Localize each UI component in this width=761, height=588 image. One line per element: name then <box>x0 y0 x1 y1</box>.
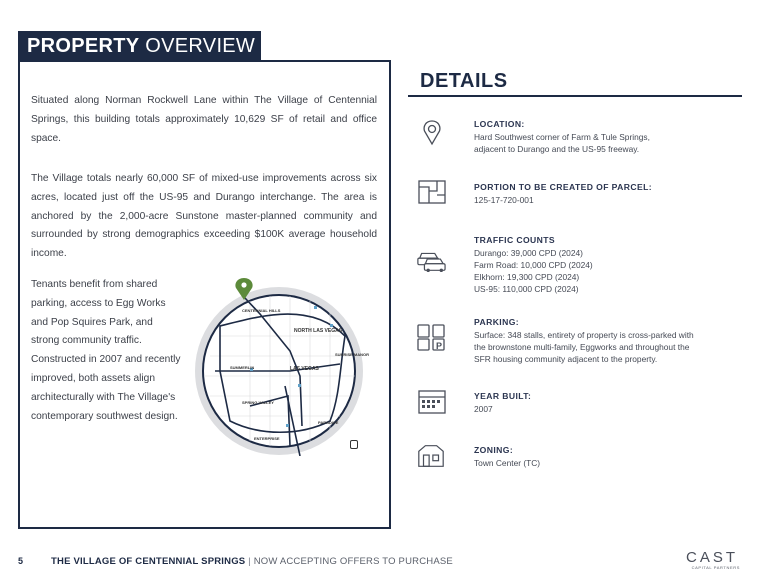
detail-location-heading: LOCATION: <box>474 119 525 129</box>
detail-traffic-heading: TRAFFIC COUNTS <box>474 235 556 245</box>
detail-zoning-heading: ZONING: <box>474 445 514 455</box>
map-label-north-las-vegas: NORTH LAS VEGAS <box>294 328 343 334</box>
location-pin-icon <box>417 118 447 148</box>
overview-paragraph-3: Tenants benefit from shared parking, access to Egg Works and Pop Squires Park, and strong community traffic. Constructed in 2007 and recently improved, both assets align architecturally with The Village's contemporary southwest design. <box>31 279 181 422</box>
detail-zoning-line: Town Center (TC) <box>474 458 541 468</box>
detail-zoning <box>474 444 744 469</box>
map-label-enterprise: ENTERPRISE <box>254 436 280 441</box>
svg-text:P: P <box>436 341 443 351</box>
detail-parking-line: SFR housing community adjacent to the property. <box>474 354 658 364</box>
detail-year-built <box>474 390 744 415</box>
title-light: OVERVIEW <box>145 35 256 57</box>
footer-title-bold: THE VILLAGE OF CENTENNIAL SPRINGS <box>51 556 246 567</box>
detail-parking-heading: PARKING: <box>474 317 520 327</box>
detail-parking <box>474 316 744 365</box>
detail-year-line: 2007 <box>474 404 493 414</box>
overview-paragraph-2: The Village totals nearly 60,000 SF of mixed-use improvements across six acres, located just off the US-95 and Durango interchange. The area is anchored by the 2,000-acre Sunstone master-planned community and surrounded by strong demographics exceeding $100K average household income. <box>31 173 377 260</box>
footer-title <box>51 556 453 567</box>
detail-parking-line: Surface: 348 stalls, entirety of property is cross-parked with <box>474 330 694 340</box>
map-scale-icon <box>350 440 358 449</box>
detail-parcel <box>474 181 744 206</box>
detail-traffic-line: US-95: 110,000 CPD (2024) <box>474 284 579 294</box>
logo-main-text: CAST <box>686 549 739 566</box>
map-label-spring-valley: SPRING VALLEY <box>242 400 274 405</box>
map-label-centennial-hills: CENTENNIAL HILLS <box>242 308 281 313</box>
detail-parcel-heading: PORTION TO BE CREATED OF PARCEL: <box>474 182 652 192</box>
page-number: 5 <box>18 556 24 566</box>
calendar-icon <box>417 386 447 416</box>
details-divider <box>408 95 742 97</box>
map-label-paradise: PARADISE <box>318 420 339 425</box>
detail-location-line: adjacent to Durango and the US-95 freeway. <box>474 144 640 154</box>
logo-sub-text: CAPITAL PARTNERS <box>691 565 740 570</box>
footer-separator: | <box>248 556 251 567</box>
map-label-las-vegas: LAS VEGAS <box>290 366 319 372</box>
map-label-sunrise-manor: SUNRISE MANOR <box>335 352 370 357</box>
detail-year-heading: YEAR BUILT: <box>474 391 532 401</box>
car-traffic-icon <box>416 245 446 275</box>
map-label-summerlin: SUMMERLIN <box>230 365 255 370</box>
title-bold: PROPERTY <box>27 35 140 57</box>
detail-traffic <box>474 234 744 295</box>
detail-traffic-line: Farm Road: 10,000 CPD (2024) <box>474 260 593 270</box>
location-map <box>190 276 368 456</box>
zoning-building-icon <box>416 441 446 471</box>
overview-paragraph-1: Situated along Norman Rockwell Lane within The Village of Centennial Springs, this building totals approximately 10,629 SF of retail and office space. <box>31 95 377 144</box>
detail-traffic-line: Elkhorn: 19,300 CPD (2024) <box>474 272 580 282</box>
detail-location <box>474 118 744 155</box>
parking-icon <box>416 322 446 352</box>
footer-title-light: NOW ACCEPTING OFFERS TO PURCHASE <box>253 556 453 567</box>
details-title: DETAILS <box>420 70 508 92</box>
detail-parcel-line: 125-17-720-001 <box>474 195 534 205</box>
detail-parking-line: the brownstone multi-family, Eggworks and throughout the <box>474 342 690 352</box>
detail-location-line: Hard Southwest corner of Farm & Tule Springs, <box>474 132 650 142</box>
property-overview-title <box>18 31 261 61</box>
detail-traffic-line: Durango: 39,000 CPD (2024) <box>474 248 583 258</box>
parcel-map-icon <box>417 177 447 207</box>
map-graphic <box>190 276 368 456</box>
cast-logo <box>686 550 742 570</box>
